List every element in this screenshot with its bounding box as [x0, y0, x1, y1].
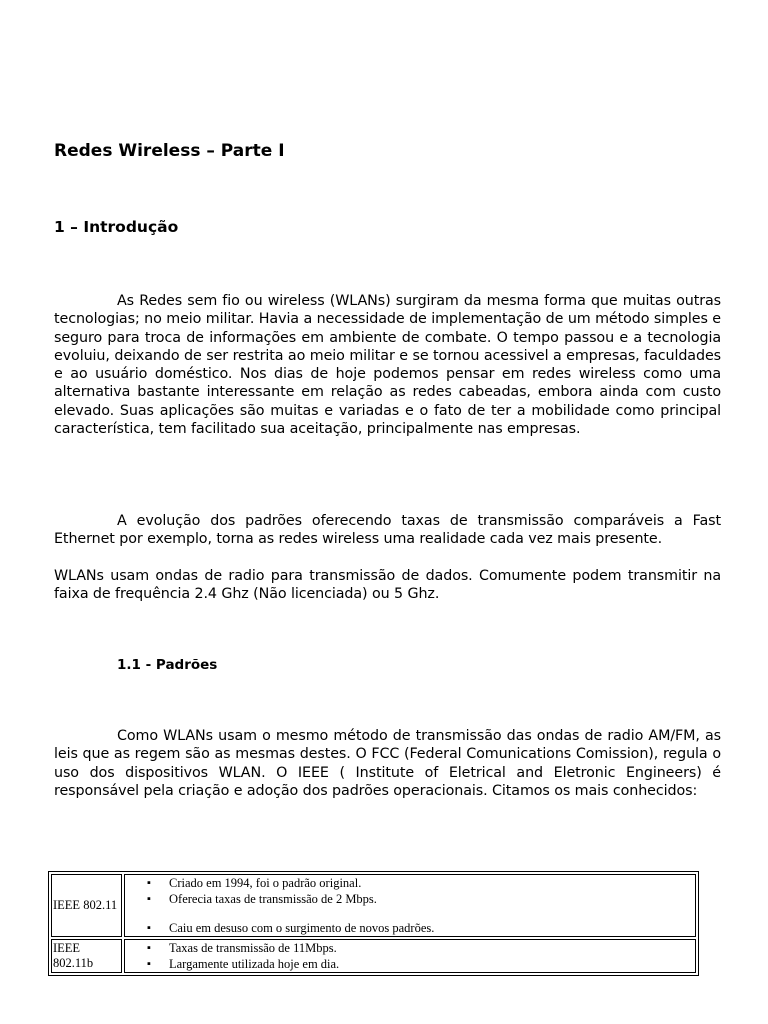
paragraph-wlans: WLANs usam ondas de radio para transmissão de dados. Comumente podem transmitir na faixa de frequência 2.4 Ghz (Não licenciada) ou 5 Ghz.: [54, 568, 721, 603]
paragraph-evolucao: A evolução dos padrões oferecendo taxas de transmissão comparáveis a Fast Ethernet por exemplo, torna as redes wireless uma realidade cada vez mais presente.: [54, 513, 721, 548]
standard-details: [124, 939, 696, 973]
standards-table: [48, 871, 699, 976]
section-heading-padroes: 1.1 - Padrões: [117, 657, 218, 673]
table-row: [51, 874, 696, 937]
bullet-item: ▪ Caiu em desuso com o surgimento de novos padrões.: [127, 920, 693, 936]
document-title: Redes Wireless – Parte I: [54, 141, 285, 161]
paragraph-introducao: As Redes sem fio ou wireless (WLANs) surgiram da mesma forma que muitas outras tecnologias; no meio militar. Havia a necessidade de implementação de um método simples e seguro para troca de informações em ambiente de combate. O tempo passou e a tecnologia evoluiu, deixando de ser restrita ao meio militar e se tornou acessivel a empresas, faculdades e ao usuário doméstico. Nos dias de hoje podemos pensar em redes wireless como uma alternativa bastante interessante em relação as redes cabeadas, embora ainda com custo elevado. Suas aplicações são muitas e variadas e o fato de ter a mobilidade como principal característica, tem facilitado sua aceitação, principalmente nas empresas.: [54, 293, 721, 438]
section-heading-introducao: 1 – Introdução: [54, 218, 179, 236]
bullet-item: ▪ Taxas de transmissão de 11Mbps.: [127, 940, 693, 956]
standard-details: [124, 874, 696, 937]
standard-name: IEEE 802.11: [51, 874, 122, 937]
table-row: [51, 939, 696, 973]
paragraph-padroes: Como WLANs usam o mesmo método de transmissão das ondas de radio AM/FM, as leis que as regem são as mesmas destes. O FCC (Federal Comunications Comission), regula o uso dos dispositivos WLAN. O IEEE ( Institute of Eletrical and Eletronic Engineers) é responsável pela criação e adoção dos padrões operacionais. Citamos os mais conhecidos:: [54, 728, 721, 799]
standard-name: IEEE 802.11b: [51, 939, 122, 973]
bullet-item: ▪ Criado em 1994, foi o padrão original.: [127, 875, 693, 891]
bullet-item: ▪ Largamente utilizada hoje em dia.: [127, 956, 693, 972]
bullet-item: ▪ Oferecia taxas de transmissão de 2 Mbps.: [127, 891, 693, 907]
